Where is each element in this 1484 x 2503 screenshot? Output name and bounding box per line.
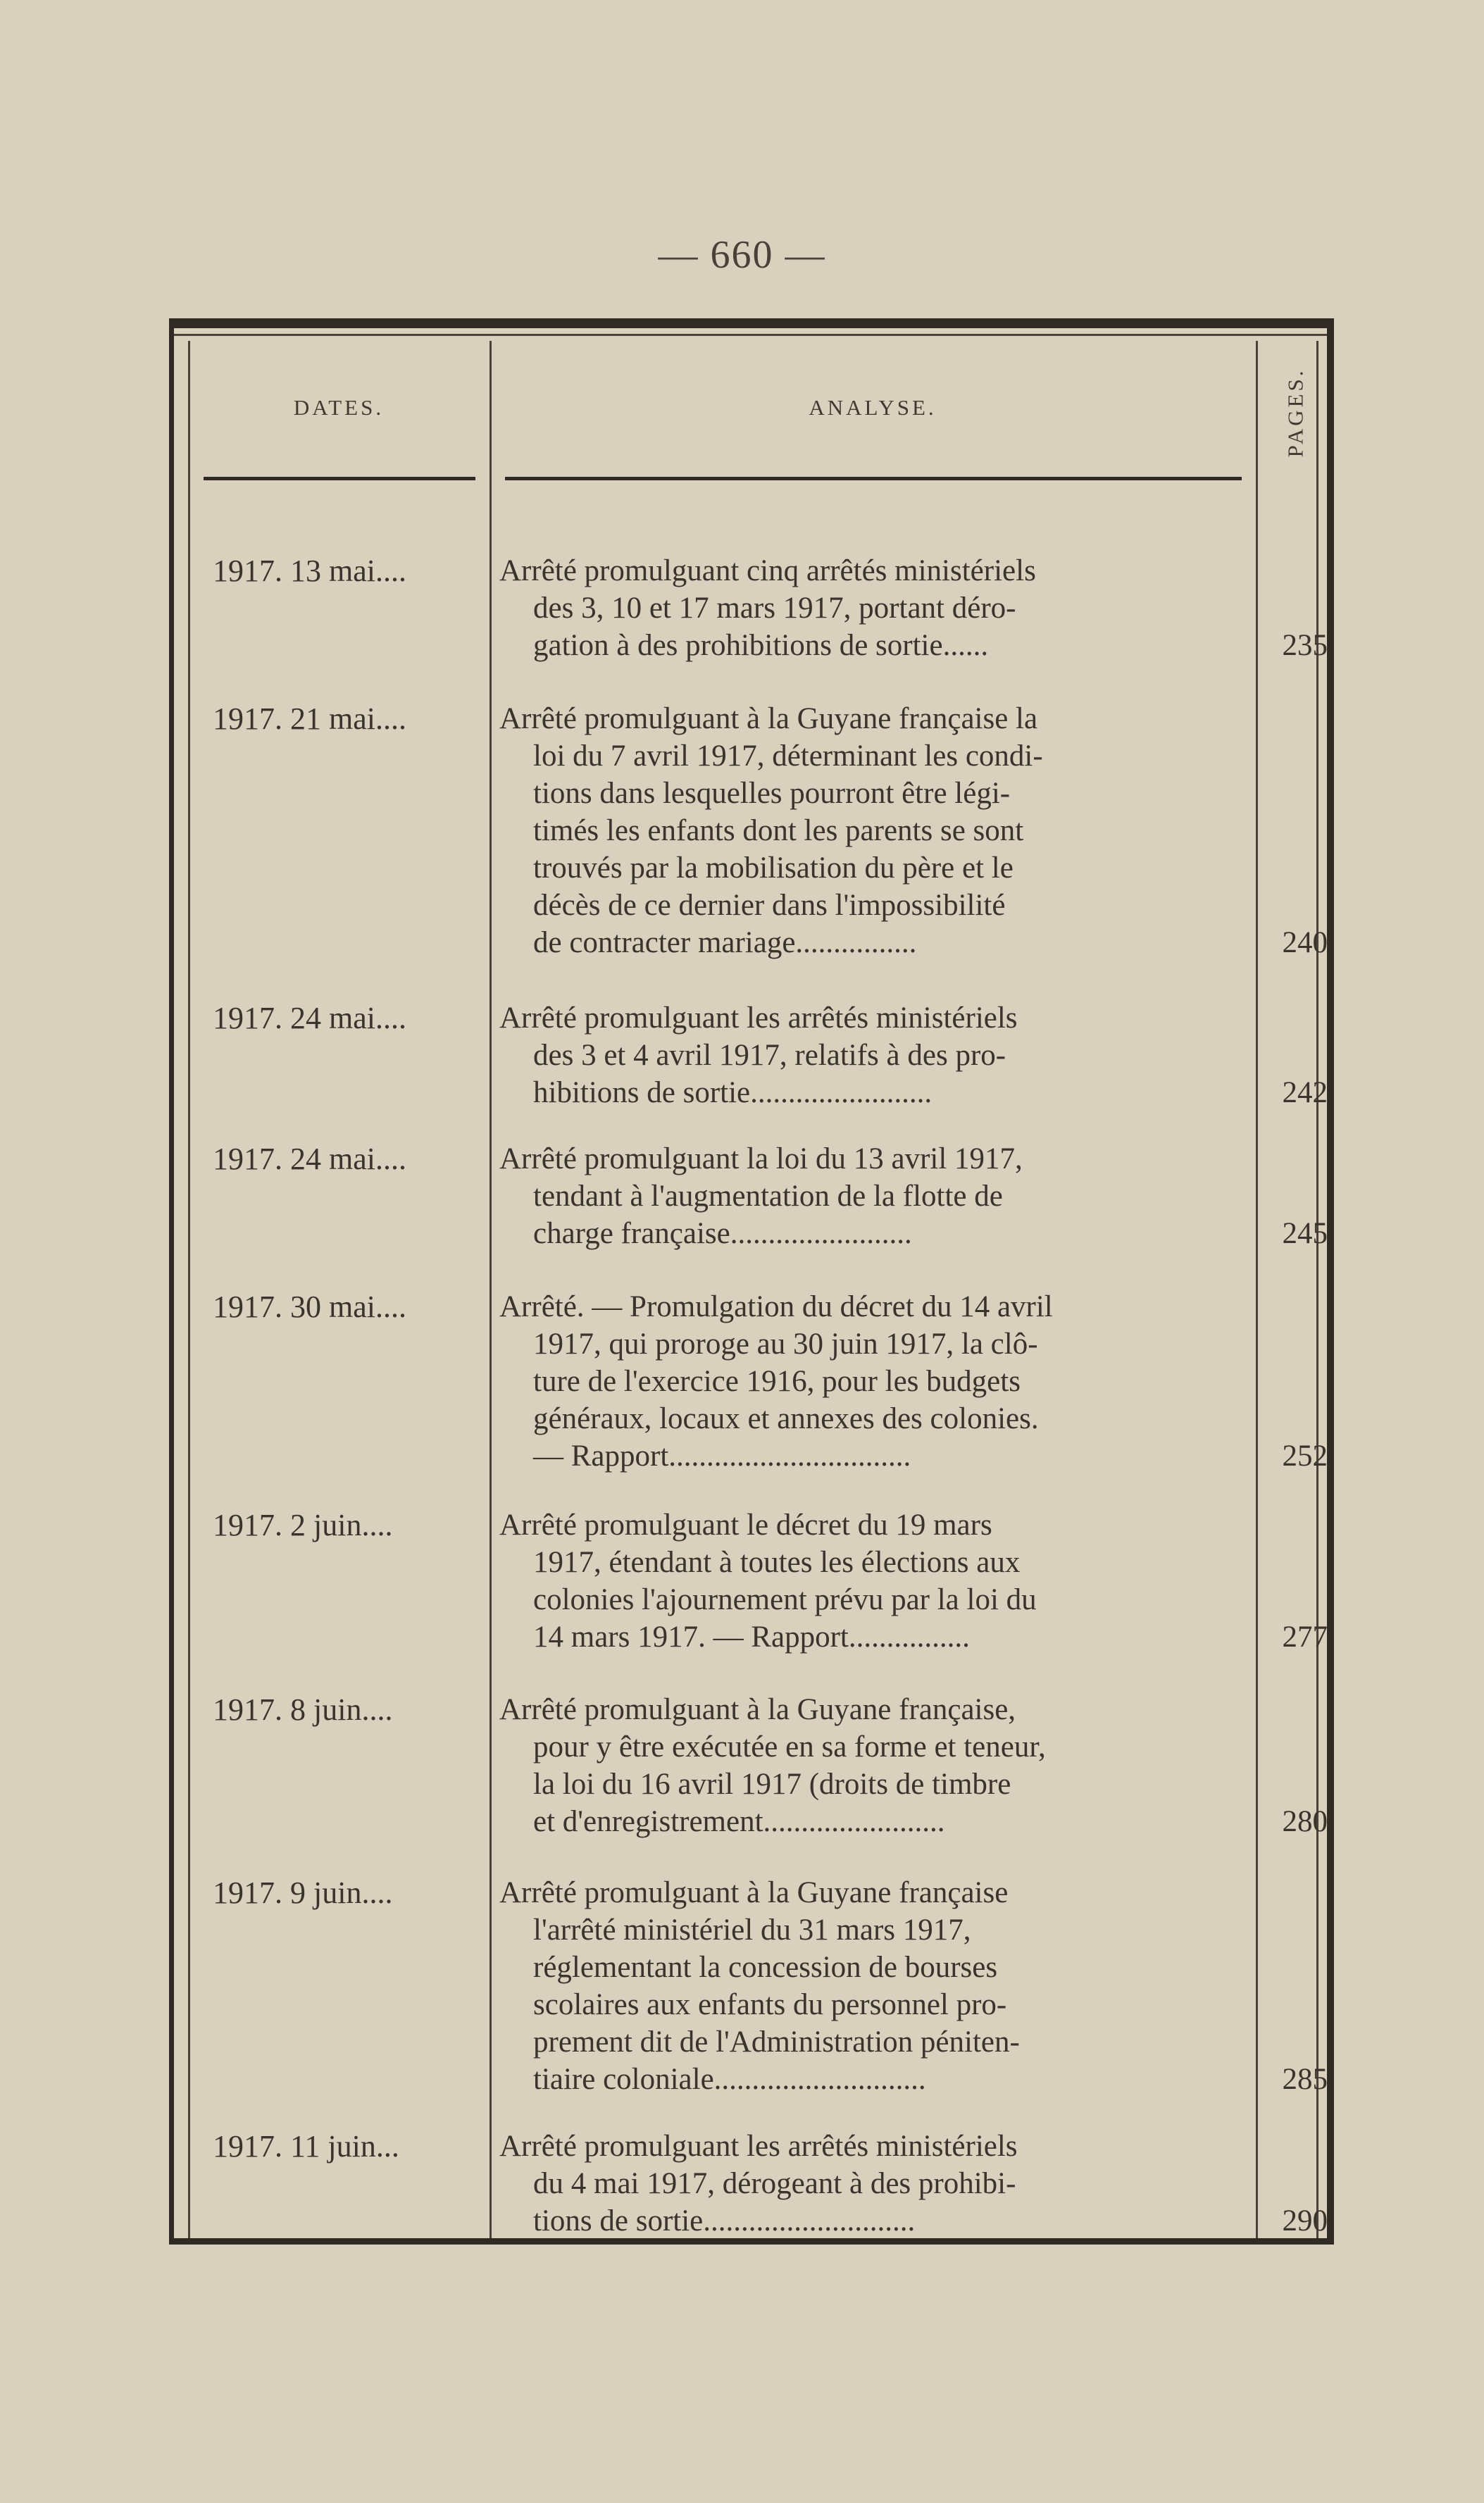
analysis-line: des 3, 10 et 17 mars 1917, portant déro- — [533, 592, 1016, 625]
entry-page: 277 — [1282, 1621, 1328, 1654]
analysis-line: charge française........................ — [533, 1217, 912, 1250]
entry-analysis — [499, 1288, 1253, 1475]
entry-page: 280 — [1282, 1805, 1328, 1838]
analysis-line: 1917, qui proroge au 30 juin 1917, la clô- — [533, 1328, 1038, 1361]
entry-page: 290 — [1282, 2204, 1328, 2237]
entry-date: 1917. 8 juin.... — [213, 1692, 393, 1727]
header-pages-cell — [1264, 349, 1328, 476]
entry-page: 240 — [1282, 926, 1328, 959]
entry-date: 1917. 24 mai.... — [213, 1142, 406, 1176]
analysis-line: loi du 7 avril 1917, déterminant les condi- — [533, 739, 1043, 773]
entry-date: 1917. 24 mai.... — [213, 1001, 406, 1035]
analysis-line: de contracter mariage................ — [533, 926, 917, 959]
entry-analysis — [499, 1140, 1253, 1252]
entry-analysis — [499, 552, 1253, 664]
entry-page: 235 — [1282, 629, 1328, 662]
entry-analysis — [499, 2128, 1253, 2240]
top-rule — [174, 334, 1327, 336]
header-analyse: ANALYSE. — [809, 395, 937, 420]
header-pages: PAGES. — [1283, 368, 1309, 458]
analysis-line: Arrêté promulguant les arrêtés ministériels — [499, 1001, 1018, 1035]
analysis-line: timés les enfants dont les parents se sont — [533, 814, 1024, 847]
analysis-line: 14 mars 1917. — Rapport................ — [533, 1621, 970, 1654]
entry-date: 1917. 13 mai.... — [213, 554, 406, 588]
entry-date: 1917. 11 juin... — [213, 2129, 399, 2164]
entry-date: 1917. 30 mai.... — [213, 1290, 406, 1324]
header-dates: DATES. — [293, 395, 385, 420]
analysis-line: tiaire coloniale............................ — [533, 2063, 926, 2096]
analysis-line: prement dit de l'Administration péniten- — [533, 2026, 1020, 2059]
analysis-line: Arrêté promulguant la loi du 13 avril 1917, — [499, 1142, 1023, 1175]
index-table — [169, 318, 1334, 2245]
header-rule — [204, 477, 475, 480]
entry-analysis — [499, 999, 1253, 1111]
analysis-line: Arrêté promulguant cinq arrêtés ministériels — [499, 554, 1036, 587]
analysis-line: Arrêté promulguant le décret du 19 mars — [499, 1509, 992, 1542]
analysis-line: tions de sortie............................ — [533, 2204, 916, 2237]
analysis-line: la loi du 16 avril 1917 (droits de timbre — [533, 1768, 1011, 1801]
entry-date: 1917. 21 mai.... — [213, 701, 406, 736]
entry-date: 1917. 9 juin.... — [213, 1875, 393, 1910]
analysis-line: Arrêté promulguant à la Guyane française la — [499, 702, 1038, 735]
entry-analysis — [499, 1691, 1253, 1840]
analysis-line: pour y être exécutée en sa forme et teneur, — [533, 1730, 1046, 1764]
entry-analysis — [499, 1506, 1253, 1656]
analysis-line: et d'enregistrement........................ — [533, 1805, 945, 1838]
analysis-line: l'arrêté ministériel du 31 mars 1917, — [533, 1914, 971, 1947]
column-divider — [188, 341, 190, 2238]
analysis-line: gation à des prohibitions de sortie...... — [533, 629, 989, 662]
entry-analysis — [499, 1874, 1253, 2098]
analysis-line: — Rapport................................ — [533, 1440, 911, 1473]
analysis-line: trouvés par la mobilisation du père et le — [533, 851, 1014, 885]
entry-page: 245 — [1282, 1217, 1328, 1250]
column-divider — [490, 341, 492, 2238]
analysis-line: Arrêté. — Promulgation du décret du 14 avril — [499, 1290, 1053, 1323]
column-divider — [1316, 341, 1318, 2238]
analysis-line: réglementant la concession de bourses — [533, 1951, 998, 1984]
analysis-line: du 4 mai 1917, dérogeant à des prohibi- — [533, 2167, 1016, 2200]
column-divider — [1256, 341, 1258, 2238]
analysis-line: Arrêté promulguant les arrêtés ministériels — [499, 2130, 1018, 2163]
header-rule — [505, 477, 1242, 480]
entry-page: 285 — [1282, 2063, 1328, 2096]
entry-page: 252 — [1282, 1440, 1328, 1473]
entry-page: 242 — [1282, 1076, 1328, 1109]
analysis-line: généraux, locaux et annexes des colonies. — [533, 1402, 1039, 1435]
analysis-line: des 3 et 4 avril 1917, relatifs à des pro- — [533, 1039, 1006, 1072]
analysis-line: ture de l'exercice 1916, pour les budgets — [533, 1365, 1021, 1398]
analysis-line: scolaires aux enfants du personnel pro- — [533, 1988, 1007, 2021]
analysis-line: décès de ce dernier dans l'impossibilité — [533, 889, 1006, 922]
analysis-line: tions dans lesquelles pourront être légi- — [533, 777, 1011, 810]
analysis-line: hibitions de sortie........................ — [533, 1076, 933, 1109]
analysis-line: Arrêté promulguant à la Guyane française — [499, 1876, 1009, 1909]
analysis-line: Arrêté promulguant à la Guyane française, — [499, 1693, 1016, 1726]
page-number: — 660 — — [658, 233, 826, 277]
analysis-line: 1917, étendant à toutes les élections aux — [533, 1546, 1021, 1579]
analysis-line: tendant à l'augmentation de la flotte de — [533, 1180, 1003, 1213]
analysis-line: colonies l'ajournement prévu par la loi du — [533, 1583, 1037, 1616]
entry-analysis — [499, 700, 1253, 961]
entry-date: 1917. 2 juin.... — [213, 1508, 393, 1542]
